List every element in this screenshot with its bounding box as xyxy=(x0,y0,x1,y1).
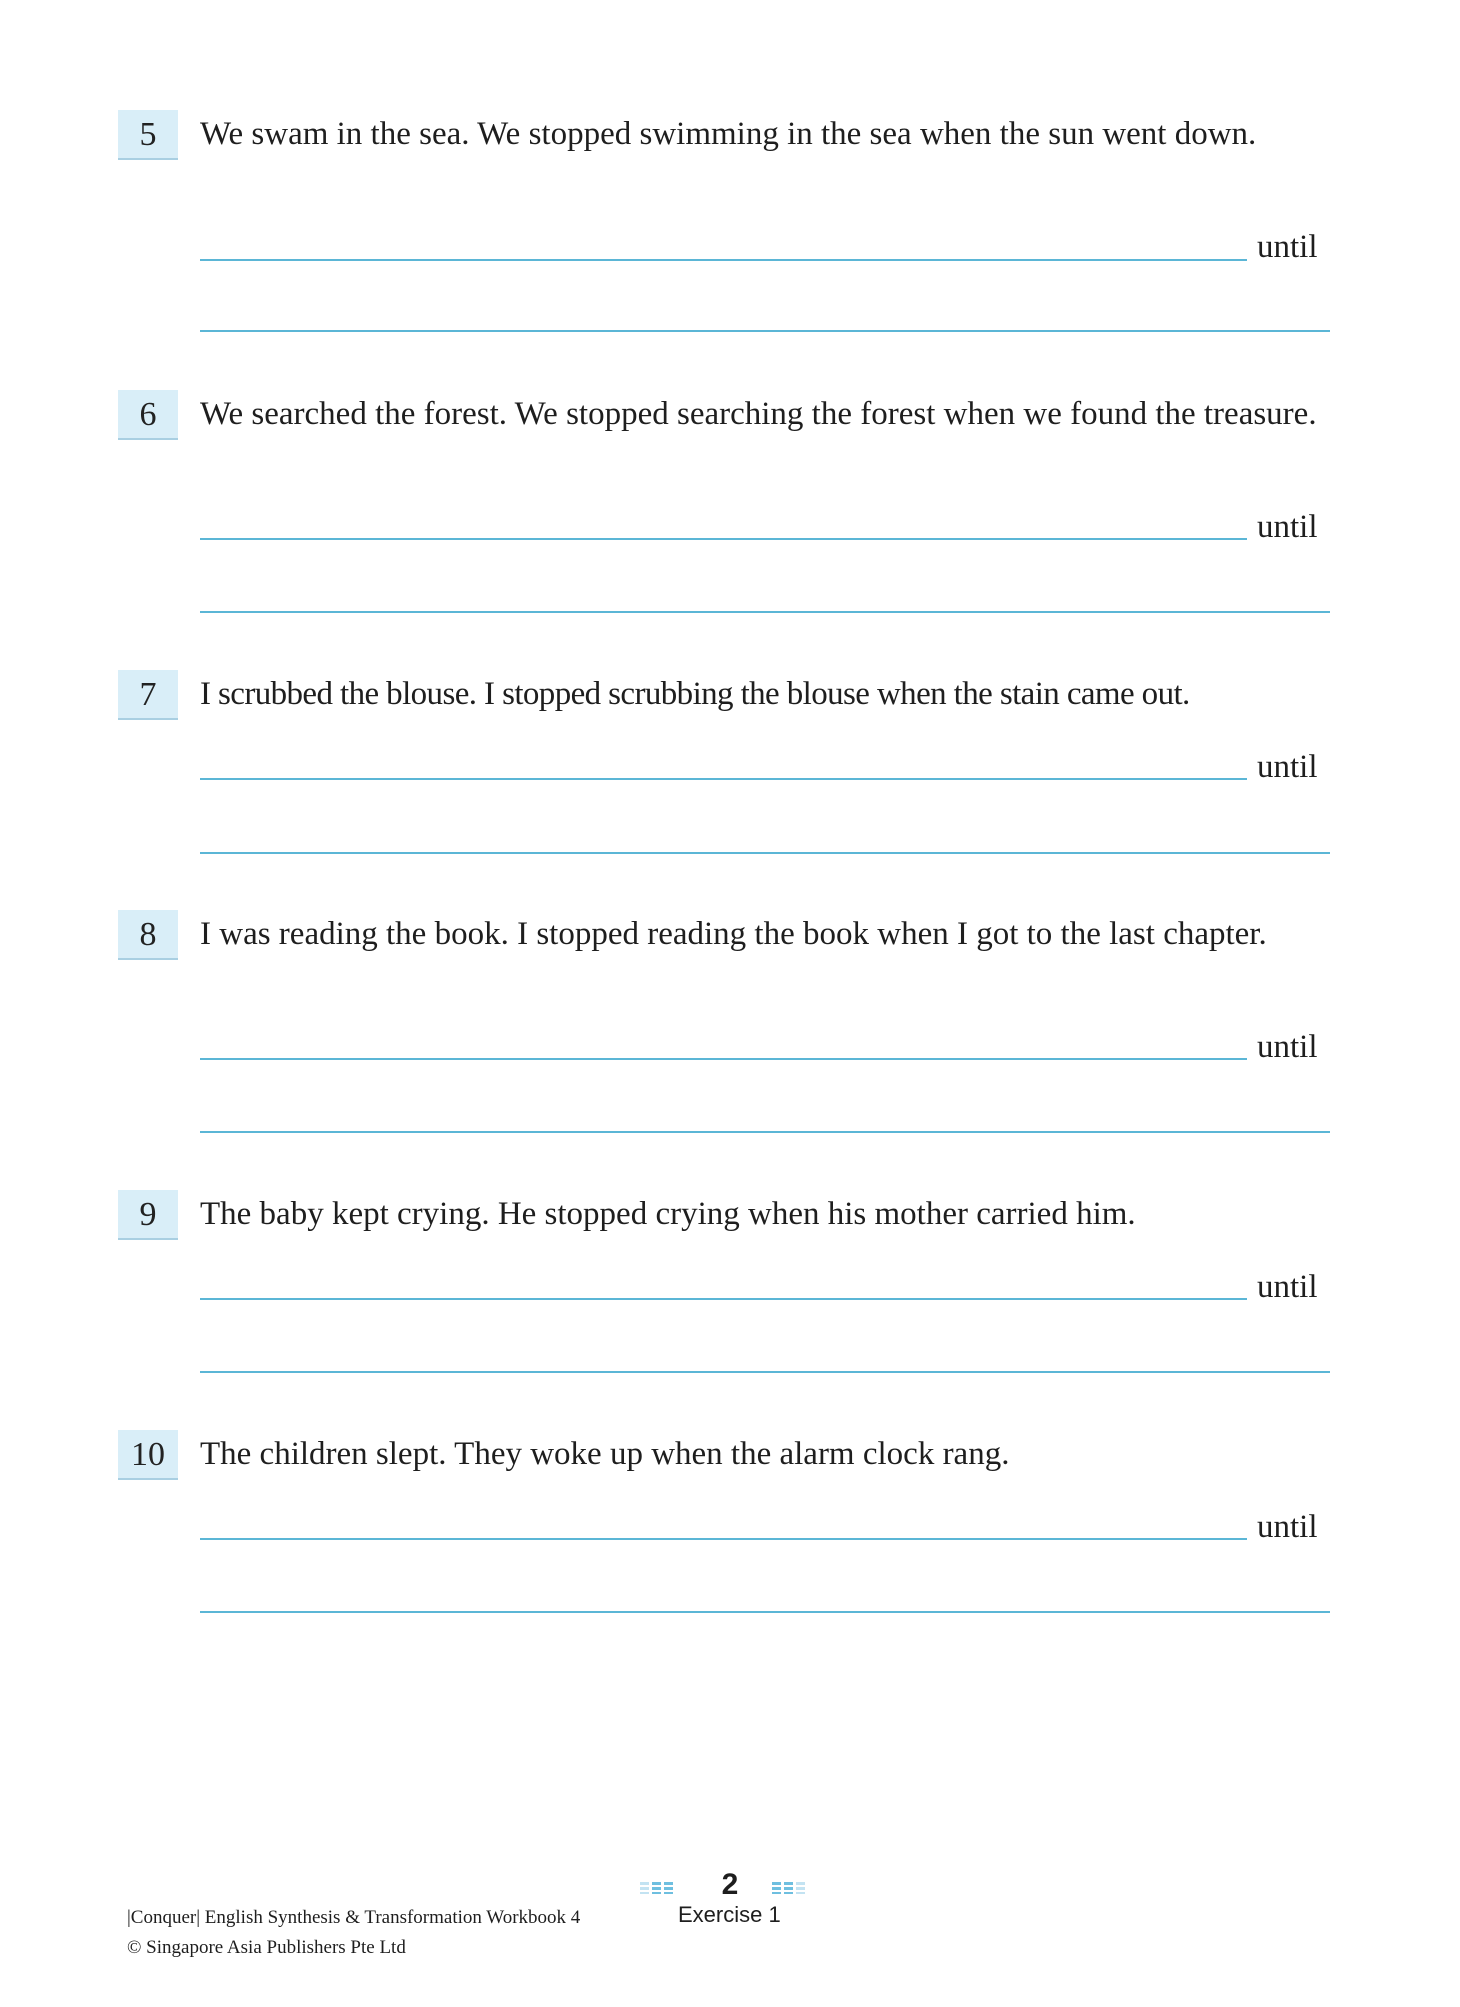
answer-line-1[interactable] xyxy=(200,1538,1247,1540)
keyword-until: until xyxy=(1257,509,1318,545)
book-title: |Conquer| English Synthesis & Transformation Workbook 4 xyxy=(127,1907,581,1928)
question-number: 8 xyxy=(118,910,178,960)
answer-line-2[interactable] xyxy=(200,1131,1330,1133)
keyword-until: until xyxy=(1257,749,1318,785)
answer-line-1[interactable] xyxy=(200,778,1247,780)
answer-line-1[interactable] xyxy=(200,1298,1247,1300)
answer-line-1[interactable] xyxy=(200,1058,1247,1060)
question-number: 7 xyxy=(118,670,178,720)
answer-line-2[interactable] xyxy=(200,330,1330,332)
question-number: 9 xyxy=(118,1190,178,1240)
footer-decoration-left xyxy=(640,1881,676,1895)
keyword-until: until xyxy=(1257,229,1318,265)
question-text: I scrubbed the blouse. I stopped scrubbing the blouse when the stain came out. xyxy=(200,676,1190,712)
question-text: We searched the forest. We stopped searching the forest when we found the treasure. xyxy=(200,396,1317,432)
keyword-until: until xyxy=(1257,1269,1318,1305)
question-number: 5 xyxy=(118,110,178,160)
keyword-until: until xyxy=(1257,1029,1318,1065)
answer-line-2[interactable] xyxy=(200,1371,1330,1373)
question-text: I was reading the book. I stopped reading the book when I got to the last chapter. xyxy=(200,916,1267,952)
answer-line-1[interactable] xyxy=(200,259,1247,261)
question-number: 10 xyxy=(118,1430,178,1480)
answer-line-1[interactable] xyxy=(200,538,1247,540)
question-text: The children slept. They woke up when the alarm clock rang. xyxy=(200,1436,1010,1472)
footer-decoration-right xyxy=(772,1881,808,1895)
keyword-until: until xyxy=(1257,1509,1318,1545)
question-text: We swam in the sea. We stopped swimming in the sea when the sun went down. xyxy=(200,116,1257,152)
answer-line-2[interactable] xyxy=(200,852,1330,854)
answer-line-2[interactable] xyxy=(200,611,1330,613)
copyright-notice: © Singapore Asia Publishers Pte Ltd xyxy=(127,1937,406,1958)
page-number: 2 xyxy=(721,1868,739,1901)
question-text: The baby kept crying. He stopped crying when his mother carried him. xyxy=(200,1196,1136,1232)
answer-line-2[interactable] xyxy=(200,1611,1330,1613)
question-number: 6 xyxy=(118,390,178,440)
exercise-label: Exercise 1 xyxy=(678,1902,781,1927)
